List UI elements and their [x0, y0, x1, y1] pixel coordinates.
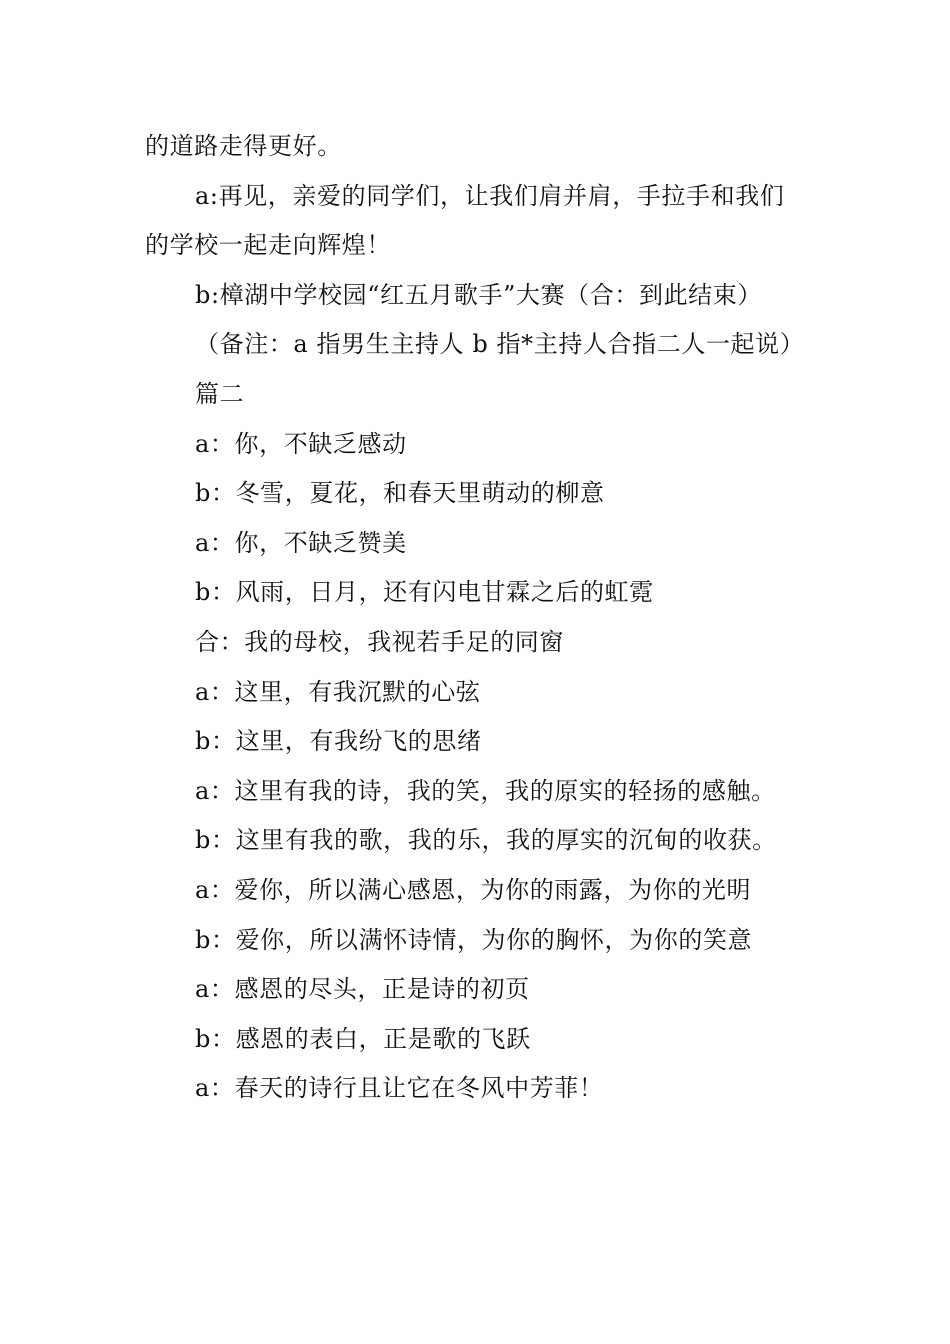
paragraph: （备注：a 指男生主持人 b 指*主持人合指二人一起说）: [195, 330, 805, 359]
section-heading: 篇二: [195, 379, 245, 408]
paragraph: b:樟湖中学校园“红五月歌手”大赛（合：到此结束）: [195, 280, 762, 309]
dialogue-line: b：感恩的表白，正是歌的飞跃: [195, 1024, 531, 1053]
dialogue-line: a：你，不缺乏赞美: [195, 528, 407, 557]
dialogue-line: a：你，不缺乏感动: [195, 429, 407, 458]
dialogue-line: a：感恩的尽头，正是诗的初页: [195, 975, 530, 1004]
dialogue-line: b：这里，有我纷飞的思绪: [195, 727, 482, 756]
paragraph: a:再见，亲爱的同学们，让我们肩并肩，手拉手和我们的学校一起走向辉煌！: [145, 181, 785, 260]
dialogue-line: b：这里有我的歌，我的乐，我的厚实的沉甸的收获。: [195, 826, 777, 855]
dialogue-line: a：这里有我的诗，我的笑，我的原实的轻扬的感触。: [195, 776, 776, 805]
dialogue-line: b：风雨，日月，还有闪电甘霖之后的虹霓: [195, 578, 654, 607]
dialogue-line: a：爱你，所以满心感恩，为你的雨露，为你的光明: [195, 875, 752, 904]
document-body: [145, 122, 807, 1114]
dialogue-line: b：冬雪，夏花，和春天里萌动的柳意: [195, 479, 605, 508]
dialogue-line: 合：我的母校，我视若手足的同窗: [195, 627, 564, 656]
dialogue-line: a：春天的诗行且让它在冬风中芳菲！: [195, 1074, 604, 1103]
paragraph: 的道路走得更好。: [145, 132, 342, 160]
dialogue-line: b：爱你，所以满怀诗情，为你的胸怀，为你的笑意: [195, 925, 753, 954]
dialogue-line: a：这里，有我沉默的心弦: [195, 677, 481, 706]
